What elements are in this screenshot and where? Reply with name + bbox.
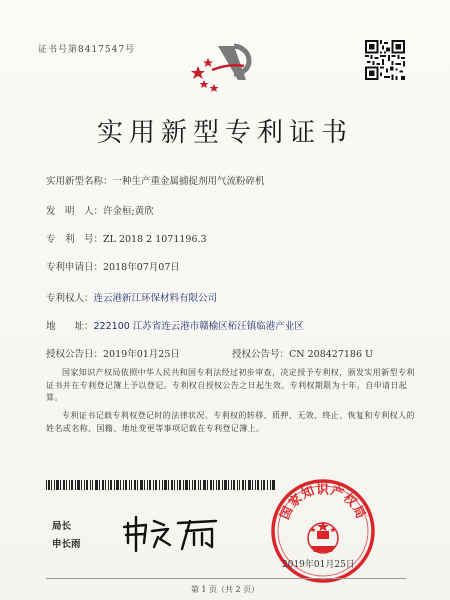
filing-date-label: 专利申请日： [46,262,104,273]
grant-date-value: 2019年01月25日 [103,349,180,360]
cnipa-logo-icon [188,40,260,96]
director-name: 申长雨 [52,539,81,550]
patentee-value: 连云港新江环保材料有限公司 [93,293,218,304]
director-signature-icon [120,513,230,553]
filing-date-row [46,259,180,273]
patent-number-label: 专 利 号： [46,234,104,245]
legal-paragraph-1: 国家知识产权局依照中华人民共和国专利法经过初步审查，决定授予专利权，颁发实用新型专利证书并在专利登记簿上予以登记。专利权自授权公告之日起生效。专利权期限为十年，自申请日起算。 [46,368,415,402]
legal-paragraph-2: 专利证书记载专利权登记时的法律状况。专利权的转移、质押、无效、终止、恢复和专利权人的姓名或名称、国籍、地址变更等事项记载在专利登记簿上。 [46,411,415,433]
qr-code-icon [365,40,405,80]
address-row [46,318,304,332]
inventor-row [46,203,154,217]
seal-text: 国家知识产权局 [276,481,370,522]
seal-date: 2019年01月25日 [282,560,355,570]
barcode-icon [46,480,276,490]
filing-date-value: 2018年07月07日 [103,262,180,273]
svg-text:国家知识产权局 [277,482,370,522]
inventor-value: 许金桓;黄欣 [103,206,154,217]
grant-number-row [232,346,373,360]
address-value: 222100 江苏省连云港市赣榆区柘汪镇临港产业区 [93,321,304,332]
page-number: 第 1 页（共 2 页） [190,585,260,594]
address-label: 地 址： [46,321,94,332]
inventor-label: 发 明 人： [46,206,104,217]
patent-number-value: ZL 2018 2 1071196.3 [103,234,207,245]
patentee-row [46,290,217,304]
grant-date-row [46,346,180,360]
patent-number-row [46,231,207,245]
footer-divider [46,578,406,579]
page-title: 实用新型专利证书 [96,118,353,148]
utility-model-name-value: 一种生产重金属捕捉剂用气流粉碎机 [112,176,265,187]
director-title: 局长 [52,521,72,532]
grant-number-label: 授权公告号： [232,349,290,360]
grant-date-label: 授权公告日： [46,349,104,360]
certificate-number: 证书号第8417547号 [38,45,136,55]
utility-model-name-label: 实用新型名称： [46,176,113,187]
grant-number-value: CN 208427186 U [289,349,374,360]
patentee-label: 专利权人： [46,293,94,304]
utility-model-name-row [46,173,265,187]
